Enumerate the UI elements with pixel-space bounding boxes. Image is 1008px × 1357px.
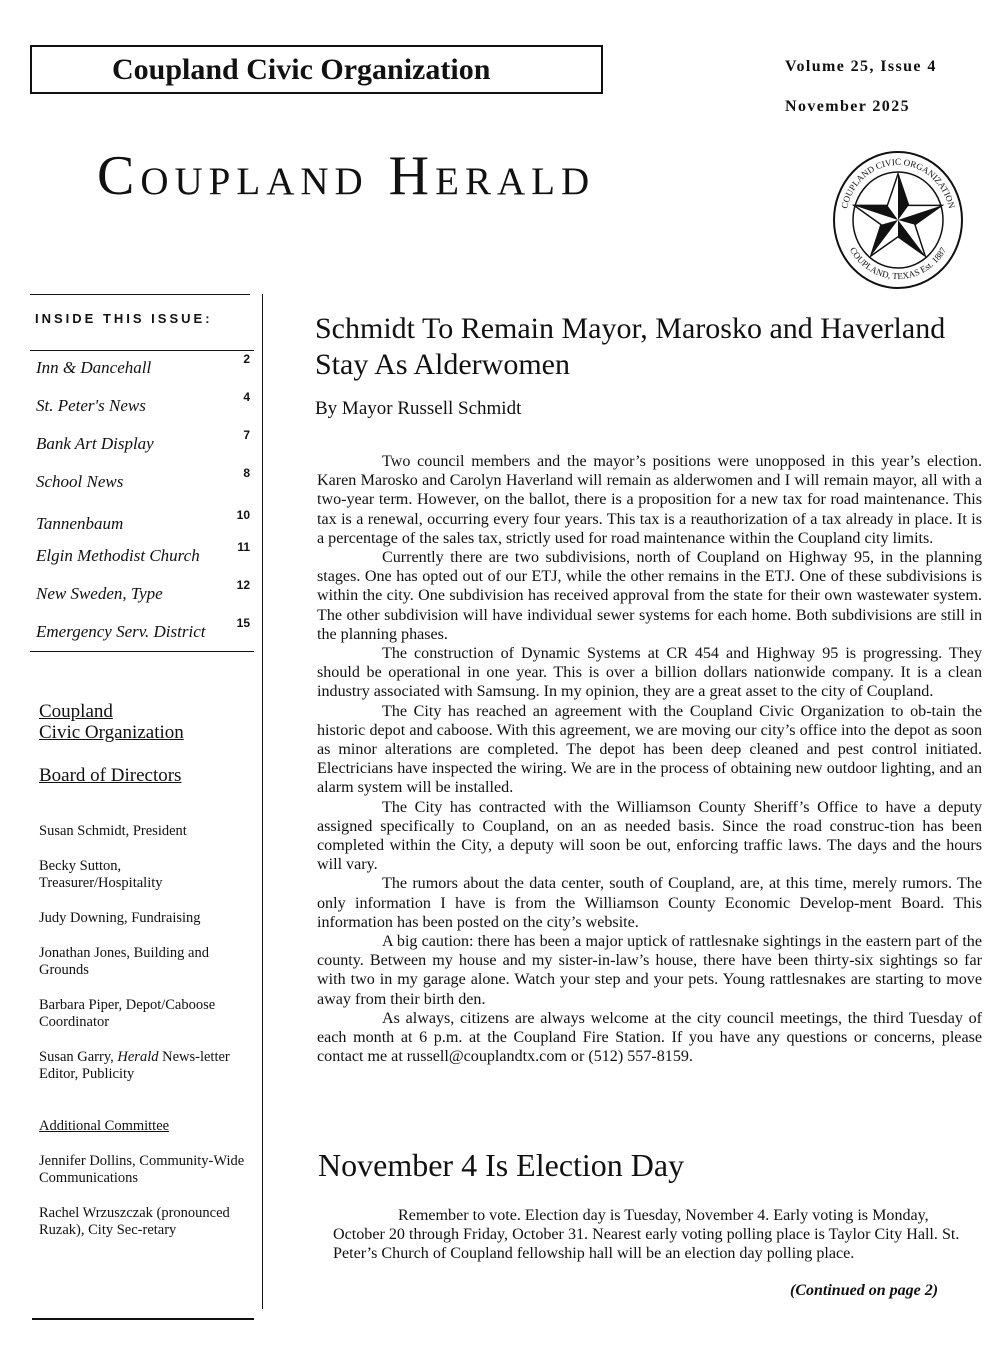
- sidebar-bottom-rule: [32, 1318, 254, 1320]
- inside-this-issue-heading: INSIDE THIS ISSUE:: [35, 311, 213, 326]
- toc-item[interactable]: [36, 466, 252, 496]
- toc-page: 11: [237, 540, 250, 554]
- toc-top-rule: [30, 350, 254, 351]
- issue-date: November 2025: [785, 98, 910, 115]
- toc-item[interactable]: [36, 428, 252, 458]
- toc-title: Emergency Serv. District: [36, 622, 206, 641]
- article-paragraph: As always, citizens are always welcome at the city council meetings, the third Tuesday of each month at 6 p.m. at the Coupland Fire Station. If you have any questions or concerns, please contact me at russell@couplandtx.com or (512) 557-8159.: [317, 1009, 982, 1066]
- article-paragraph: Currently there are two subdivisions, north of Coupland on Highway 95, in the planning stages. One has opted out of our ETJ, while the other remains in the ETJ. One of these subdivisions is within the city. One subdivision has received approval from the state for their own wastewater system. The other subdivision will have individual sewer systems for each home. Both subdivisions are still in the planning phases.: [317, 549, 982, 643]
- toc-page: 10: [236, 508, 250, 522]
- committee-member: Jennifer Dollins, Community-Wide Communications: [39, 1153, 245, 1186]
- organization-seal-logo: [832, 150, 964, 290]
- toc-bottom-rule: [30, 651, 254, 652]
- board-member: Becky Sutton, Treasurer/Hospitality: [39, 858, 163, 891]
- board-member-editor: Susan Garry, Herald News-letter Editor, Publicity: [39, 1049, 230, 1082]
- sidebar-top-rule: [30, 294, 250, 295]
- masthead-title: Coupland Herald: [97, 145, 596, 207]
- toc-item[interactable]: [36, 508, 252, 538]
- article-paragraph: The rumors about the data center, south of Coupland, are, at this time, merely rumors. The only information I have is from the Williamson County Economic Develop-ment Board. This information has been posted on the city’s website.: [317, 875, 982, 931]
- article-paragraph: A big caution: there has been a major uptick of rattlesnake sightings in the eastern part of the county. Between my house and my sister-in-law’s house, there have been thirty-six sightings so far with two in my garage alone. Watch your step and your pets. Young rattlesnakes are starting to move away from their birth den.: [317, 933, 982, 1008]
- article-byline: By Mayor Russell Schmidt: [315, 398, 522, 419]
- board-member: Judy Downing, Fundraising: [39, 910, 201, 926]
- toc-page: 4: [243, 390, 250, 404]
- toc-title: School News: [36, 472, 124, 491]
- toc-page: 8: [243, 466, 250, 480]
- election-paragraph: Remember to vote. Election day is Tuesday, November 4. Early voting is Monday, October 20 through Friday, October 31. Nearest early voting polling place is Taylor City Hall. St. Peter’s Church of Coupland fellowship hall will be an election day polling place.: [333, 1207, 960, 1263]
- toc-page: 15: [236, 616, 250, 630]
- article-paragraph: The construction of Dynamic Systems at CR 454 and Highway 95 is progressing. They should be operational in one year. This is over a billion dollars nationwide company. It is a clean industry associated with Samsung. In my opinion, they are a great asset to the city of Coupland.: [317, 645, 982, 701]
- article-headline: Schmidt To Remain Mayor, Marosko and Haverland Stay As Alderwomen: [315, 312, 946, 381]
- board-member: Barbara Piper, Depot/Caboose Coordinator: [39, 997, 216, 1030]
- sidebar-divider: [262, 294, 263, 1309]
- board-member: Susan Schmidt, President: [39, 823, 187, 839]
- committee-member: Rachel Wrzuszczak (pronounced Ruzak), City Sec-retary: [39, 1205, 230, 1238]
- toc-title: St. Peter's News: [36, 396, 146, 415]
- org-name: Coupland Civic Organization: [112, 53, 491, 86]
- board-heading: Board of Directors: [39, 765, 182, 786]
- toc-item[interactable]: [36, 352, 252, 382]
- toc-item[interactable]: [36, 578, 252, 608]
- volume-issue: Volume 25, Issue 4: [785, 58, 937, 75]
- article-paragraph: The City has contracted with the Williamson County Sheriff’s Office to have a deputy assigned specifically to Coupland, on an as needed basis. Since the road construc-tion has been completed within the City, a deputy will soon be out, enforcing traffic laws. The days and the hours will vary.: [317, 798, 982, 874]
- org-heading-line1: Coupland: [39, 701, 113, 722]
- org-heading-line2: Civic Organization: [39, 722, 184, 743]
- toc-item[interactable]: [36, 390, 252, 420]
- article-paragraph: Two council members and the mayor’s positions were unopposed in this year’s election. Karen Marosko and Carolyn Haverland will remain as alderwomen and I will remain mayor, all with a two-year term. However, on the ballot, there is a proposition for a new tax for road maintenance. This tax is a renewal, occurring every four years. This tax is a reauthorization of a tax already in place. It is a percentage of the sales tax, strictly used for road maintenance within the Coupland city limits.: [317, 453, 982, 547]
- toc-item[interactable]: [36, 616, 252, 646]
- election-headline: November 4 Is Election Day: [318, 1147, 685, 1183]
- toc-item[interactable]: [36, 540, 252, 570]
- toc-title: Inn & Dancehall: [36, 358, 152, 377]
- continued-note[interactable]: (Continued on page 2): [790, 1282, 939, 1299]
- toc-page: 2: [243, 352, 250, 366]
- seal-top-text: COUPLAND CIVIC ORGANIZATION: [839, 156, 957, 210]
- article-body: [317, 452, 982, 1067]
- toc-page: 12: [236, 578, 250, 592]
- toc-title: New Sweden, Type: [36, 584, 163, 603]
- toc-title: Bank Art Display: [36, 434, 154, 453]
- toc-page: 7: [243, 428, 250, 442]
- election-body: [333, 1206, 973, 1264]
- org-name-box: [30, 45, 603, 94]
- article-paragraph: The City has reached an agreement with the Coupland Civic Organization to ob-tain the historic depot and caboose. With this agreement, we are moving our city’s office into the depot as soon as minor alterations are completed. The depot has been deep cleaned and pest control initiated. Electricians have inspected the wiring. We are in the process of obtaining new outdoor lighting, and an alarm system will be installed.: [317, 702, 982, 797]
- toc-title: Elgin Methodist Church: [36, 546, 200, 565]
- seal-bottom-text: COUPLAND, TEXAS Est. 1887: [847, 245, 949, 282]
- additional-committee-heading: Additional Committee: [39, 1118, 170, 1134]
- toc-title: Tannenbaum: [36, 514, 124, 533]
- board-member: Jonathan Jones, Building and Grounds: [39, 945, 209, 978]
